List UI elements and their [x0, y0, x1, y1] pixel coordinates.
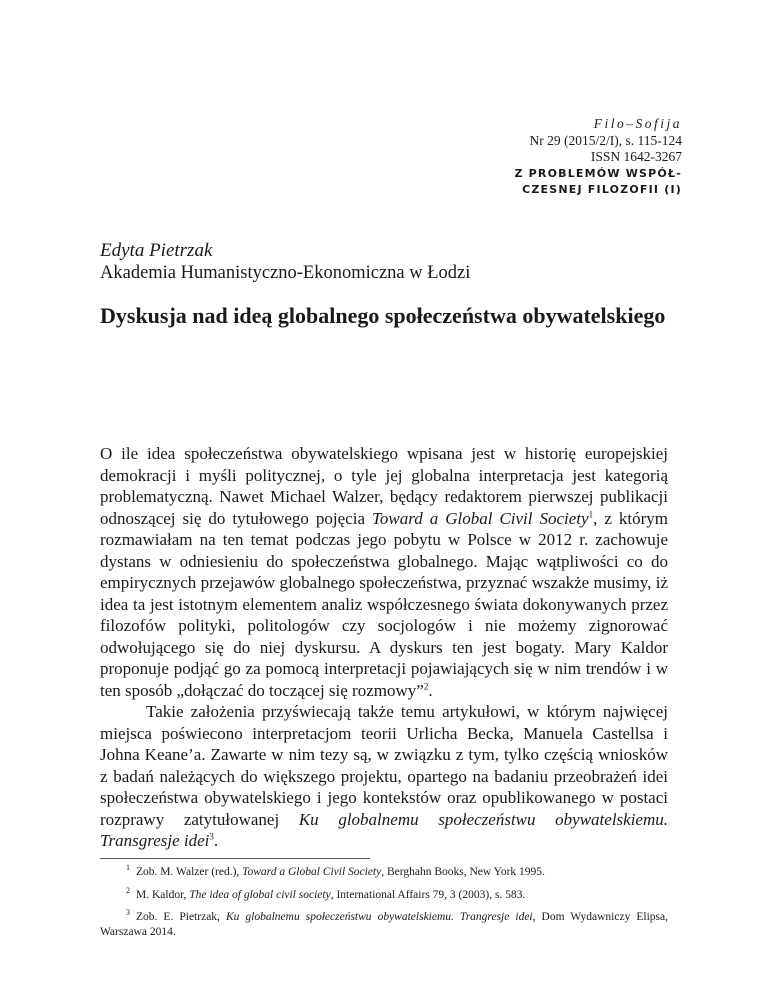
journal-name: Filo–Sofija [593, 116, 682, 131]
article-body [100, 443, 668, 852]
journal-issn: ISSN 1642-3267 [590, 149, 682, 164]
author-affiliation: Akademia Humanistyczno-Ekonomiczna w Łodzi [100, 263, 471, 283]
footnote-divider [100, 858, 370, 859]
footnote-title: The idea of global civil society [189, 888, 331, 901]
footnote-title: Ku globalnemu społeczeństwu obywatelskiemu. Trangresje idei [225, 911, 533, 923]
footnote-2 [100, 885, 668, 903]
cited-title: Ku globalnemu społeczeństwu obywatelskiemu. Transgresje idei [100, 809, 668, 850]
footnote-ref-1[interactable]: 1 [588, 508, 594, 519]
footnote-text: Zob. E. Pietrzak, [136, 911, 226, 923]
author-name: Edyta Pietrzak [100, 240, 213, 261]
paragraph-1-text-a: O ile idea społeczeństwa obywatelskiego wpisana jest w historię europejskiej demokracji i myśli politycznej, o tyle jej globalna interpretacja jest kategorią problematyczną. Nawet Michael Walzer, będący redaktorem pierwszej publikacji odnoszącej się do tytułowego pojęcia [100, 444, 668, 528]
paragraph-1 [100, 443, 668, 701]
footnote-text: Zob. M. Walzer (red.), [136, 866, 243, 878]
section-title-line2: CZESNEJ FILOZOFII (I) [522, 183, 682, 196]
cited-title: Toward a Global Civil Society [372, 508, 589, 528]
journal-header [422, 116, 682, 199]
paragraph-1-text-b: , z którym rozmawiałam na ten temat podczas jego pobytu w Polsce w 2012 r. zachowuje dystans w odniesieniu do społeczeństwa globalnego. Mając wątpliwości co do empirycznych przejawów globalnego społeczeństwa, przyznać wszakże musimy, iż idea ta jest istotnym elementem analiz współczesnego świata dokonywanych przez filozofów polityki, politologów czy socjologów i nie możemy zignorować odwołującego się do niej dyskursu. A dyskurs ten jest bogaty. Mary Kaldor proponuje podjąć go za pomocą interpretacji pojawiających się w nim trendów i w ten sposób „dołączać do toczącej się rozmowy” [100, 508, 669, 700]
journal-issue: Nr 29 (2015/2/I), s. 115-124 [529, 132, 682, 148]
footnote-text: , Dom Wydawniczy Elipsa, Warszawa 2014. [100, 911, 668, 938]
author-block [100, 240, 680, 284]
footnote-number: 3 [126, 908, 130, 918]
footnote-text: , Berghahn Books, New York 1995. [381, 866, 545, 878]
footnotes [100, 865, 668, 947]
footnote-title: Toward a Global Civil Society [242, 866, 382, 878]
footnote-ref-3[interactable]: 3 [209, 831, 214, 842]
footnote-number: 1 [126, 863, 130, 873]
footnote-text: M. Kaldor, [136, 888, 190, 901]
paragraph-2-text-a: Takie założenia przyświecają także temu artykułowi, w którym najwięcej miejsca poświecono interpretacjom teorii Urlicha Becka, Manuela Castellsa i Johna Keane’a. Zawarte w nim tezy są, w związku z tym, tylko częścią wniosków z badań należących do większego projektu, opartego na badaniu przeobrażeń idei społeczeństwa obywatelskiego i jego kontekstów oraz opublikowanego w postaci rozprawy zatytułowanej [100, 702, 668, 829]
footnote-text: , International Affairs 79, 3 (2003), s. 583. [330, 888, 526, 901]
paragraph-2-text-b: . [213, 831, 219, 850]
paragraph-2 [100, 701, 668, 852]
footnote-3 [100, 910, 668, 939]
section-title-line1: Z PROBLEMÓW WSPÓŁ- [514, 166, 682, 180]
footnote-ref-2[interactable]: 2 [423, 680, 429, 691]
article-title: Dyskusja nad ideą globalnego społeczeństwa obywatelskiego [100, 303, 666, 328]
footnote-number: 2 [126, 885, 130, 895]
paragraph-1-text-c: . [428, 680, 433, 700]
footnote-1 [100, 865, 668, 880]
